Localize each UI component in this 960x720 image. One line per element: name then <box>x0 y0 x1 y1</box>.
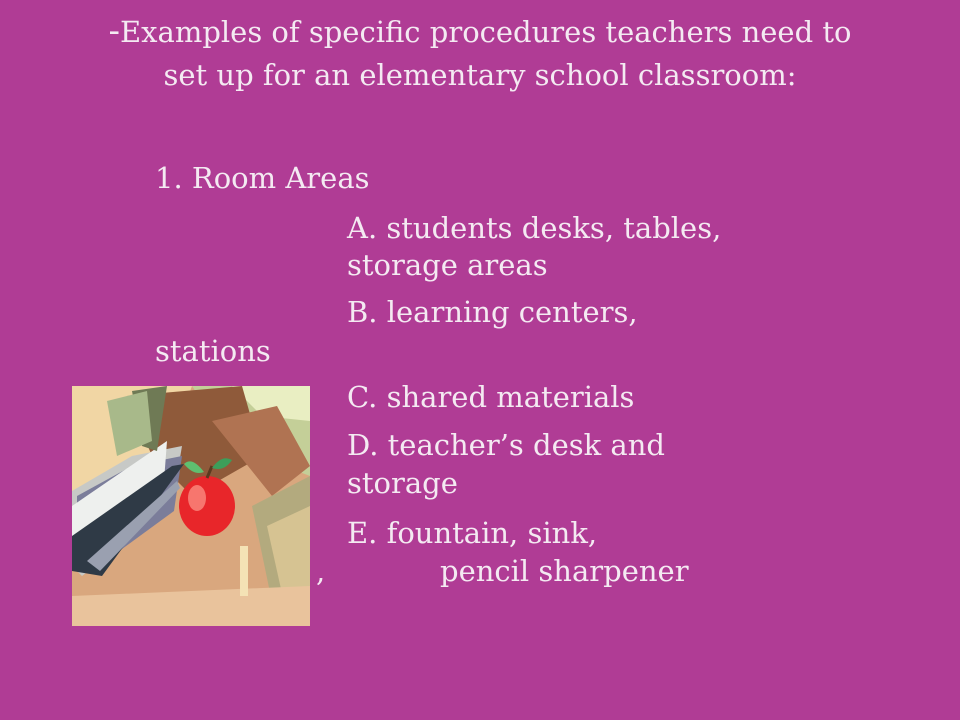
slide-title <box>90 10 870 97</box>
item-d-line1: D. teacher’s desk and <box>347 428 665 462</box>
title-dash: - <box>108 11 121 51</box>
item-a-line2: storage areas <box>347 248 548 282</box>
item-d-line2: storage <box>347 466 458 500</box>
book-and-apple-icon <box>72 386 310 626</box>
title-text: Examples of specific procedures teachers need to set up for an elementary school classroom: <box>120 15 852 92</box>
item-c-line1: C. shared materials <box>347 380 635 414</box>
stray-comma: , <box>316 554 326 588</box>
item-b-line2: stations <box>155 334 271 368</box>
section-heading: 1. Room Areas <box>155 161 370 195</box>
item-e-line2: pencil sharpener <box>440 554 689 588</box>
item-a-line1: A. students desks, tables, <box>347 211 722 245</box>
item-b-line1: B. learning centers, <box>347 295 638 329</box>
item-e-line1: E. fountain, sink, <box>347 516 598 550</box>
